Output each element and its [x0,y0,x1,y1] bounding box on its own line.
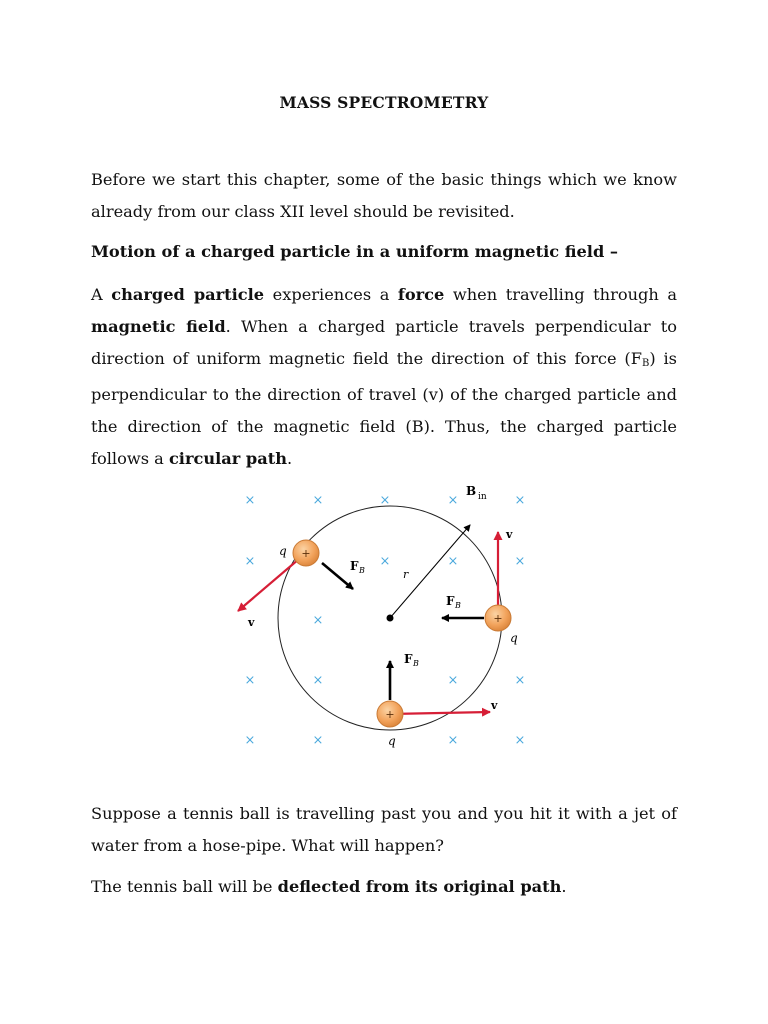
field-cross-icon: × [514,733,526,748]
plus-sign: + [493,612,503,625]
force-label: F [404,652,413,666]
field-cross-icon: × [379,554,391,569]
text-run: The tennis ball will be [91,877,278,896]
tennis-paragraph: Suppose a tennis ball is travelling past you and you hit it with a jet of water from a hose-pipe. What will happen? [91,804,677,855]
text-run: ) is perpendicular to the direction of travel (v) of the charged particle and the direction of the magnetic field (B). Thus, the charged particle follows a [91,348,677,468]
force-arrow-left [322,563,353,589]
charged-particle-bottom [377,701,403,727]
charge-label: q [388,734,396,748]
page-title: MASS SPECTROMETRY [279,93,489,112]
force-label: F [446,594,455,608]
field-cross-icon: × [312,733,324,748]
bold-term-force: force [397,285,445,304]
velocity-label: v [506,528,513,541]
field-label: B [466,484,477,498]
plus-sign: + [301,547,311,560]
force-label-subscript: B [413,659,419,668]
field-cross-icon: × [244,733,256,748]
field-cross-icon: × [244,673,256,688]
text-run: . [286,448,293,468]
bold-term-magnetic-field: magnetic field [91,316,226,336]
text-run: experiences a [264,285,398,304]
charged-particle-left [293,540,319,566]
force-paragraph [91,279,677,475]
velocity-label: v [491,699,498,712]
radius-label: r [403,568,409,581]
field-cross-icon: × [447,733,459,748]
section-heading: Motion of a charged particle in a uniform magnetic field – [91,242,618,261]
field-label-subscript: in [478,492,487,502]
text-run: . [561,877,567,896]
force-label: F [350,559,359,573]
text-run: . When a charged particle travels perpendicular to direction of uniform magnetic field the direction of this force (F [91,316,677,368]
bold-term-circular-path: circular path [168,448,287,468]
field-cross-icon: × [312,493,324,508]
charged-particle-right [485,605,511,631]
field-cross-icon: × [514,554,526,569]
field-cross-icon: × [447,554,459,569]
field-cross-icon: × [312,673,324,688]
text-run: A [91,285,112,304]
bold-term-deflected: deflected from its original path [277,877,562,896]
plus-sign: + [385,708,395,721]
bold-term-charged-particle: charged particle [111,285,265,304]
field-cross-icon: × [447,673,459,688]
text-run: when travelling through a [444,285,677,304]
velocity-arrow-bottom [390,712,490,714]
velocity-label: v [248,616,255,629]
field-cross-icon: × [379,493,391,508]
subscript-b: B [641,357,650,369]
charge-label: q [279,544,287,558]
conclusion-paragraph [91,871,677,903]
force-label-subscript: B [455,601,461,610]
field-cross-icon: × [312,613,324,628]
field-cross-icon: × [514,673,526,688]
charge-label: q [510,631,518,645]
intro-paragraph: Before we start this chapter, some of the basic things which we know already from our class XII level should be revisited. [91,170,677,221]
field-cross-icon: × [447,493,459,508]
force-label-subscript: B [359,566,365,575]
field-cross-icon: × [514,493,526,508]
field-cross-icon: × [244,493,256,508]
magnetic-field-diagram [228,478,540,760]
field-cross-icon: × [244,554,256,569]
